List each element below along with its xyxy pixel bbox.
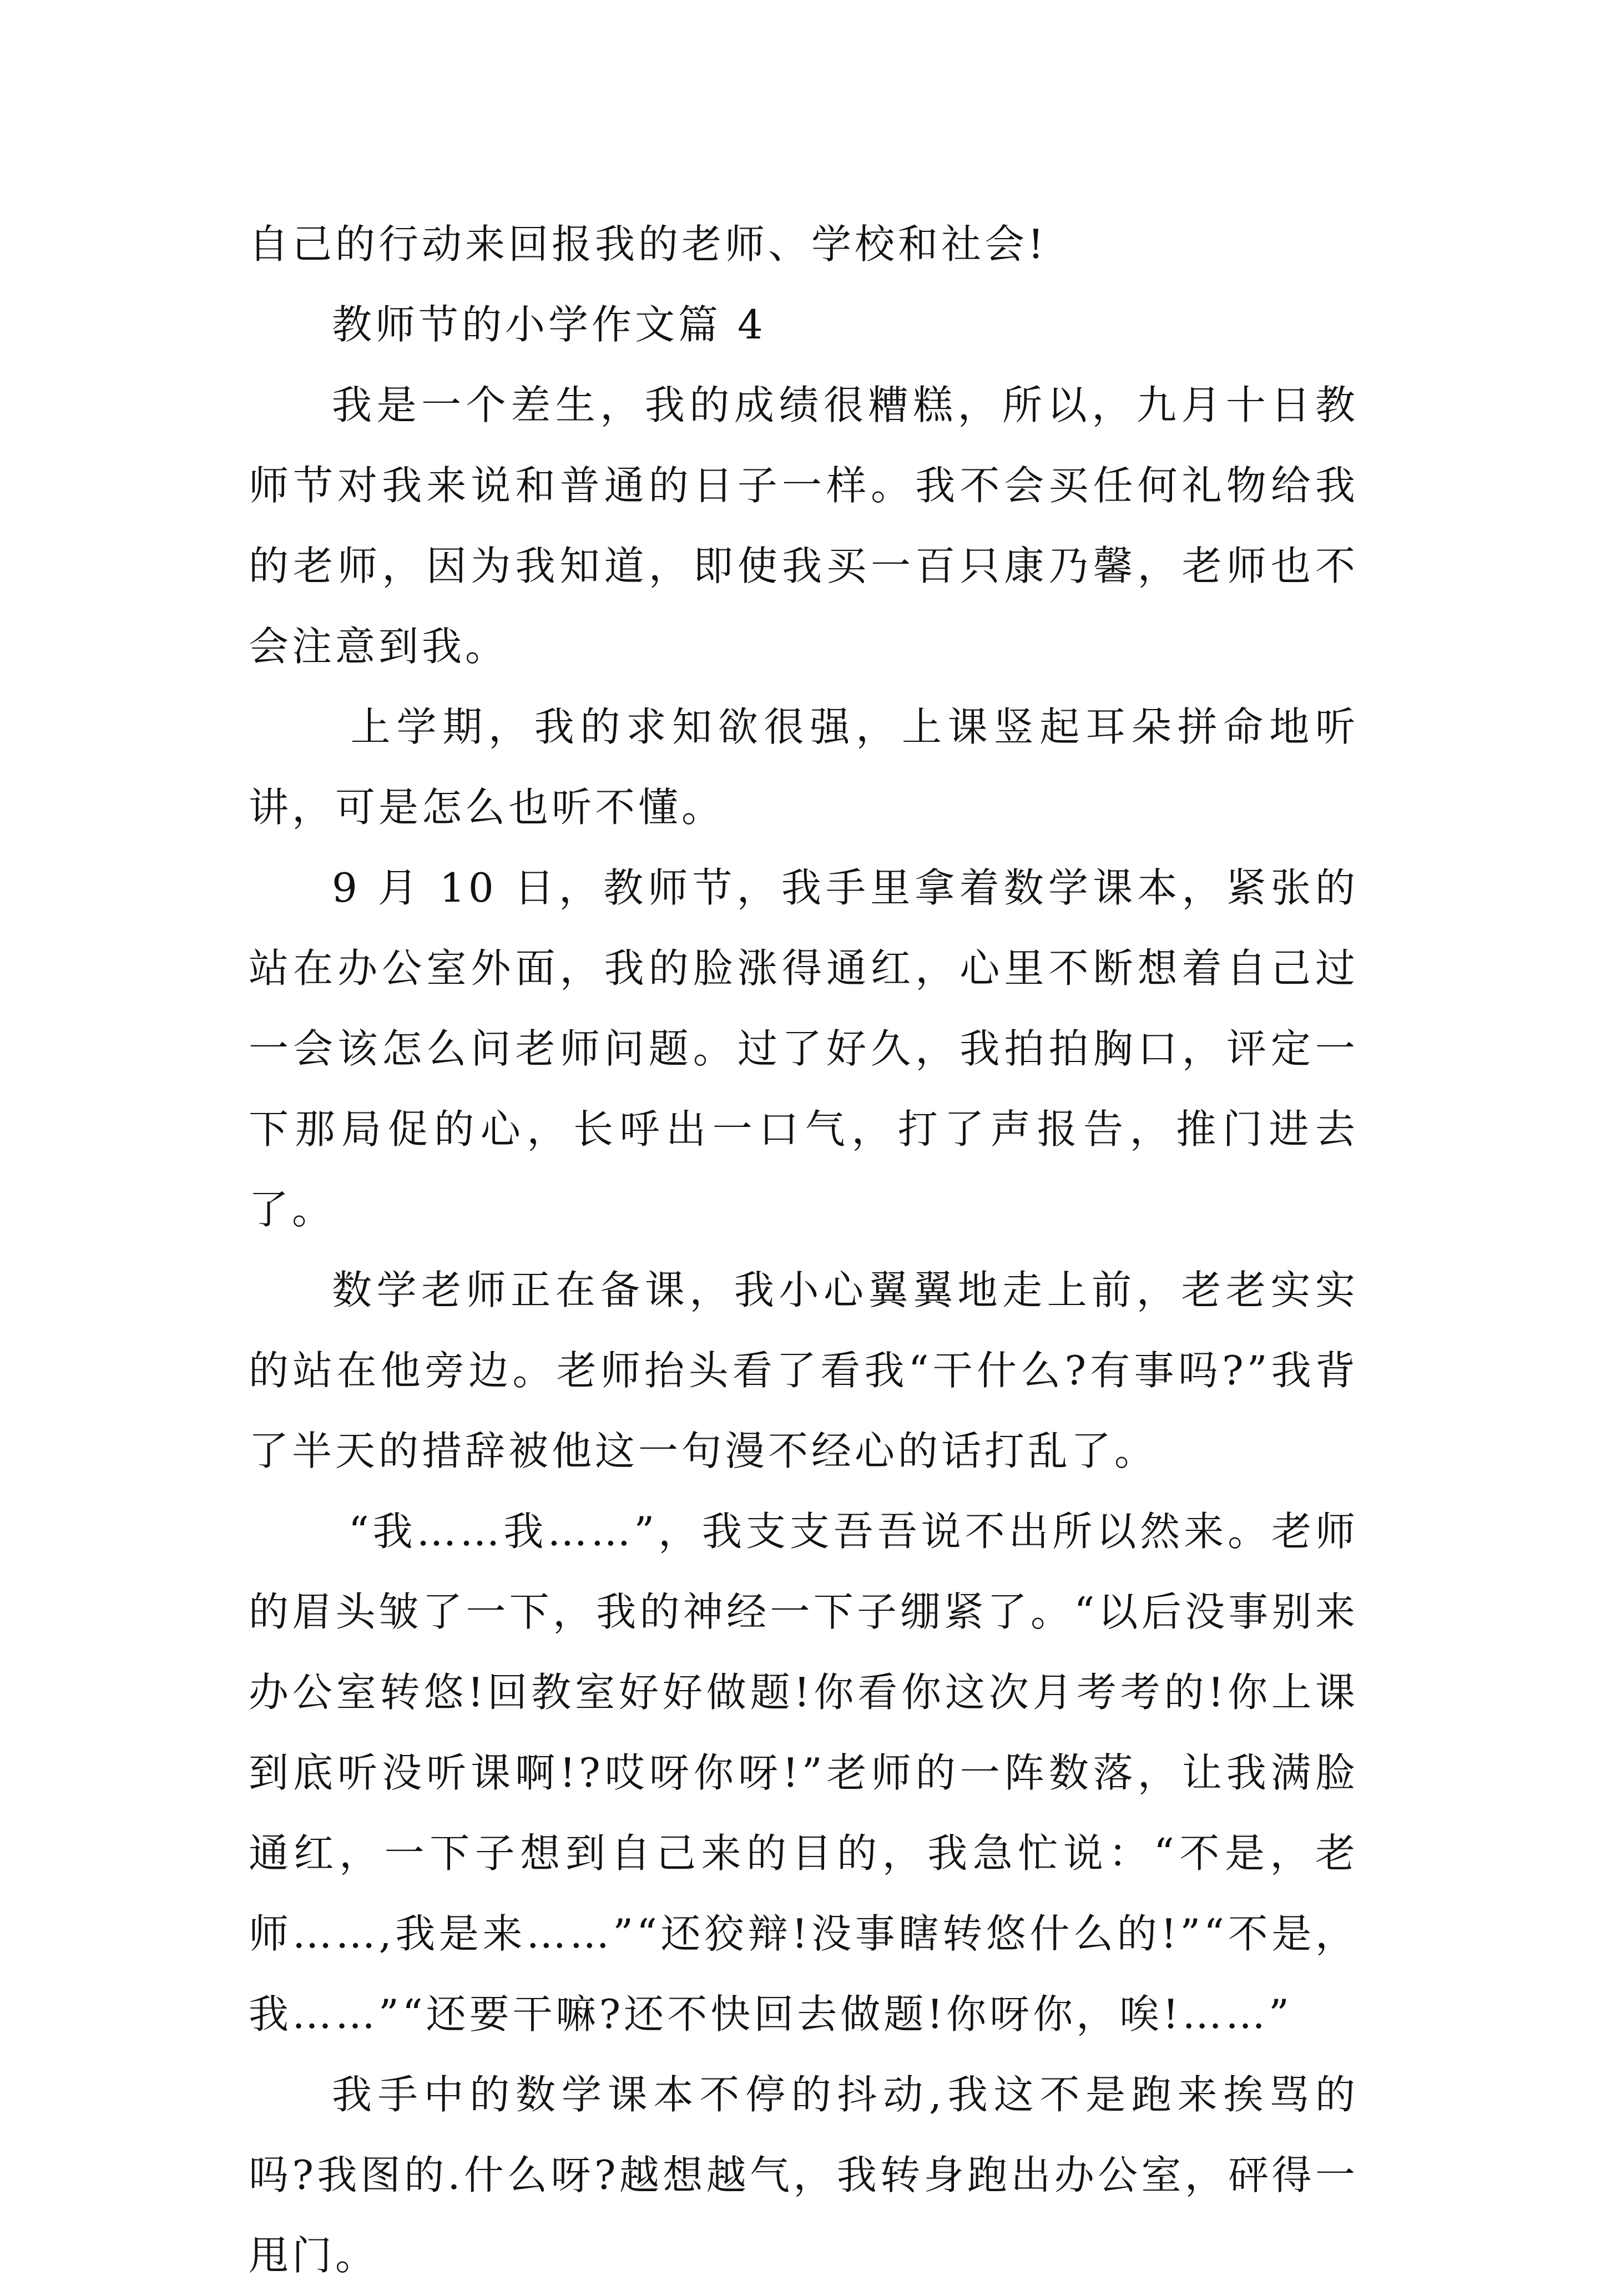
paragraph: 数学老师正在备课，我小心翼翼地走上前，老老实实的站在他旁边。老师抬头看了看我“干什么?有事吗?”我背了半天的措辞被他这一句漫不经心的话打乱了。 bbox=[249, 1267, 1358, 1474]
paragraph-continuation: 自己的行动来回报我的老师、学校和社会! bbox=[249, 221, 1047, 267]
paragraph: 9 月 10 日，教师节，我手里拿着数学课本，紧张的站在办公室外面，我的脸涨得通红，心里不断想着自己过一会该怎么问老师问题。过了好久，我拍拍胸口，评定一下那局促的心，长呼出一口气，打了声报告，推门进去了。 bbox=[249, 864, 1358, 1233]
paragraph: 我手中的数学课本不停的抖动,我这不是跑来挨骂的吗?我图的.什么呀?越想越气，我转身跑出办公室，砰得一甩门。 bbox=[249, 2071, 1358, 2279]
paragraph: 上学期，我的求知欲很强，上课竖起耳朵拼命地听讲，可是怎么也听不懂。 bbox=[249, 704, 1358, 831]
paragraph: “我……我……”，我支支吾吾说不出所以然来。老师的眉头皱了一下，我的神经一下子绷紧了。“以后没事别来办公室转悠!回教室好好做题!你看你这次月考考的!你上课到底听没听课啊!?哎呀你呀!”老师的一阵数落，让我满脸通红，一下子想到自己来的目的，我急忙说：“不是，老师……,我是来……”“还狡辩!没事瞎转悠什么的!”“不是，我……”“还要干嘛?还不快回去做题!你呀你，唉!……” bbox=[249, 1508, 1359, 2037]
paragraph: 我是一个差生，我的成绩很糟糕，所以，九月十日教师节对我来说和普通的日子一样。我不会买任何礼物给我的老师，因为我知道，即使我买一百只康乃馨，老师也不会注意到我。 bbox=[249, 382, 1358, 670]
document-body bbox=[249, 204, 1358, 2296]
section-heading: 教师节的小学作文篇 4 bbox=[332, 301, 766, 348]
